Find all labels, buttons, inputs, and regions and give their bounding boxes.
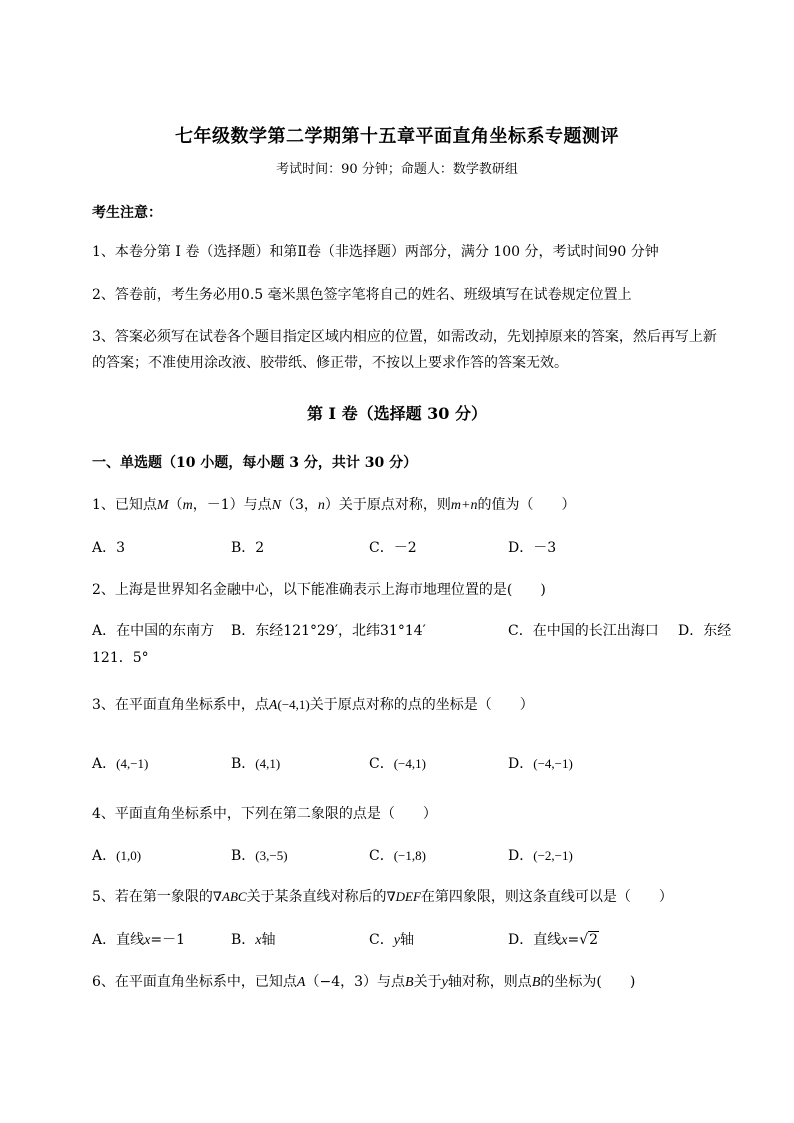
q1-option-b[interactable]: B．2 <box>231 540 265 556</box>
q3-option-a-label: A． <box>92 756 117 772</box>
q1-var-m-point: M <box>156 498 169 513</box>
q3-option-c-label: C． <box>369 756 394 772</box>
q5-triangle-abc: ∇ABC <box>212 889 247 904</box>
q1-text-3: ，－1）与点 <box>192 497 272 513</box>
q6-var-a: A <box>296 975 306 990</box>
q5-option-a-var: x <box>144 933 151 948</box>
q5-option-d-var: x <box>561 933 568 948</box>
q1-text-1: 1、已知点 <box>92 497 157 513</box>
q3-option-b-value: (4,1) <box>255 756 281 771</box>
notice-item-1: 1、本卷分第 I 卷（选择题）和第Ⅱ卷（非选择题）两部分，满分 100 分，考试时间90 分钟 <box>92 244 659 260</box>
q5-option-c[interactable] <box>369 929 414 949</box>
question-6-stem <box>92 971 635 991</box>
q5-option-c-var: y <box>393 933 400 948</box>
q6-text-4: 轴对称，则点 <box>447 974 532 990</box>
question-5-stem <box>92 886 673 906</box>
q3-option-b[interactable] <box>231 753 280 773</box>
q5-option-b-var: x <box>255 933 262 948</box>
q4-option-d-label: D． <box>508 848 534 864</box>
q6-var-b-2: B <box>531 975 541 990</box>
q3-var-a: A <box>268 698 278 713</box>
notice-item-2: 2、答卷前，考生务必用0.5 毫米黑色签字笔将自己的姓名、班级填写在试卷规定位置上 <box>92 287 632 303</box>
q4-option-c-value: (−1,8) <box>393 848 426 863</box>
q2-option-d[interactable]: D．东经 <box>678 623 732 639</box>
q3-option-d[interactable] <box>508 753 573 773</box>
q5-option-b[interactable] <box>231 929 276 949</box>
q4-option-b[interactable] <box>231 845 288 865</box>
q2-option-b[interactable]: B．东经121°29′，北纬31°14′ <box>231 623 426 639</box>
q1-var-m: m <box>182 498 193 513</box>
q5-option-c-label: C． <box>369 932 394 948</box>
q5-option-d[interactable] <box>508 929 599 949</box>
q5-text-1: 5、若在第一象限的 <box>92 889 213 905</box>
q3-option-b-label: B． <box>231 756 256 772</box>
part-title: 一、单选题（10 小题，每小题 3 分，共计 30 分） <box>92 455 418 471</box>
q4-option-a-label: A． <box>92 848 117 864</box>
q5-option-a-value: =－1 <box>150 932 185 948</box>
q5-option-d-radicand: 2 <box>589 932 599 948</box>
question-3-stem <box>92 694 534 714</box>
q3-text-2: 关于原点对称的点的坐标是（ ） <box>309 697 534 713</box>
q6-var-y: y <box>441 975 448 990</box>
q1-expr-m-plus-n: m+n <box>450 498 478 513</box>
q3-coord: (−4,1) <box>277 697 310 712</box>
q5-option-a-label: A．直线 <box>92 932 145 948</box>
q2-option-a[interactable]: A．在中国的东南方 <box>92 623 215 639</box>
q4-option-b-label: B． <box>231 848 256 864</box>
q1-text-6: 的值为（ ） <box>477 497 576 513</box>
q2-option-c[interactable]: C．在中国的长江出海口 <box>508 623 659 639</box>
q1-text-5: ）关于原点对称，则 <box>324 497 451 513</box>
q3-option-c[interactable] <box>369 753 426 773</box>
q3-option-c-value: (−4,1) <box>393 756 426 771</box>
q6-text-3: 关于 <box>413 974 442 990</box>
q5-triangle-def: ∇DEF <box>386 889 421 904</box>
q1-option-a[interactable]: A．3 <box>92 540 126 556</box>
section-title: 第 I 卷（选择题 30 分） <box>306 404 488 423</box>
q6-var-b: B <box>405 975 414 990</box>
question-1-stem <box>92 494 575 514</box>
q1-option-c[interactable]: C．－2 <box>369 540 417 556</box>
q4-option-d-value: (−2,−1) <box>533 848 573 863</box>
q6-text-2: （−4，3）与点 <box>305 974 406 990</box>
q1-text-2: （ <box>168 497 183 513</box>
q3-option-a[interactable] <box>92 753 148 773</box>
question-2-stem: 2、上海是世界知名金融中心，以下能准确表示上海市地理位置的是( ) <box>92 582 546 598</box>
q3-option-d-value: (−4,−1) <box>533 756 573 771</box>
q3-text-1: 3、在平面直角坐标系中，点 <box>92 697 269 713</box>
notice-item-3-line-2: 的答案；不准使用涂改液、胶带纸、修正带，不按以上要求作答的答案无效。 <box>92 355 568 371</box>
q4-option-d[interactable] <box>508 845 573 865</box>
q6-text-1: 6、在平面直角坐标系中，已知点 <box>92 974 297 990</box>
q5-option-b-label: B． <box>231 932 256 948</box>
q5-option-a[interactable] <box>92 929 185 949</box>
notice-item-3-line-1: 3、答案必须写在试卷各个题目指定区域内相应的位置，如需改动，先划掉原来的答案，然后再写上新 <box>92 329 717 345</box>
q1-text-4: （3， <box>280 497 318 513</box>
notice-heading: 考生注意： <box>92 205 162 221</box>
q1-var-n-point: N <box>271 498 281 513</box>
q2-option-d-continued: 121．5° <box>92 650 149 666</box>
q5-text-2: 关于某条直线对称后的 <box>246 889 387 905</box>
q4-option-c-label: C． <box>369 848 394 864</box>
q4-option-a-value: (1,0) <box>116 848 142 863</box>
q6-text-5: 的坐标为( ) <box>540 974 636 990</box>
q5-option-b-text: 轴 <box>261 932 276 948</box>
q5-option-d-label: D．直线 <box>508 932 562 948</box>
q5-option-d-equals: = <box>567 932 580 948</box>
question-4-stem: 4、平面直角坐标系中，下列在第二象限的点是（ ） <box>92 806 437 822</box>
q4-option-a[interactable] <box>92 845 141 865</box>
q3-option-a-value: (4,−1) <box>116 756 149 771</box>
page-title: 七年级数学第二学期第十五章平面直角坐标系专题测评 <box>175 126 619 147</box>
q1-option-d[interactable]: D．－3 <box>508 540 557 556</box>
exam-info: 考试时间：90 分钟；命题人：数学教研组 <box>276 162 518 177</box>
q5-text-3: 在第四象限，则这条直线可以是（ ） <box>420 889 673 905</box>
q4-option-b-value: (3,−5) <box>255 848 288 863</box>
q1-var-n: n <box>317 498 325 513</box>
sqrt-symbol-icon: √2 <box>579 932 599 948</box>
q5-option-c-text: 轴 <box>399 932 414 948</box>
q3-option-d-label: D． <box>508 756 534 772</box>
q4-option-c[interactable] <box>369 845 426 865</box>
